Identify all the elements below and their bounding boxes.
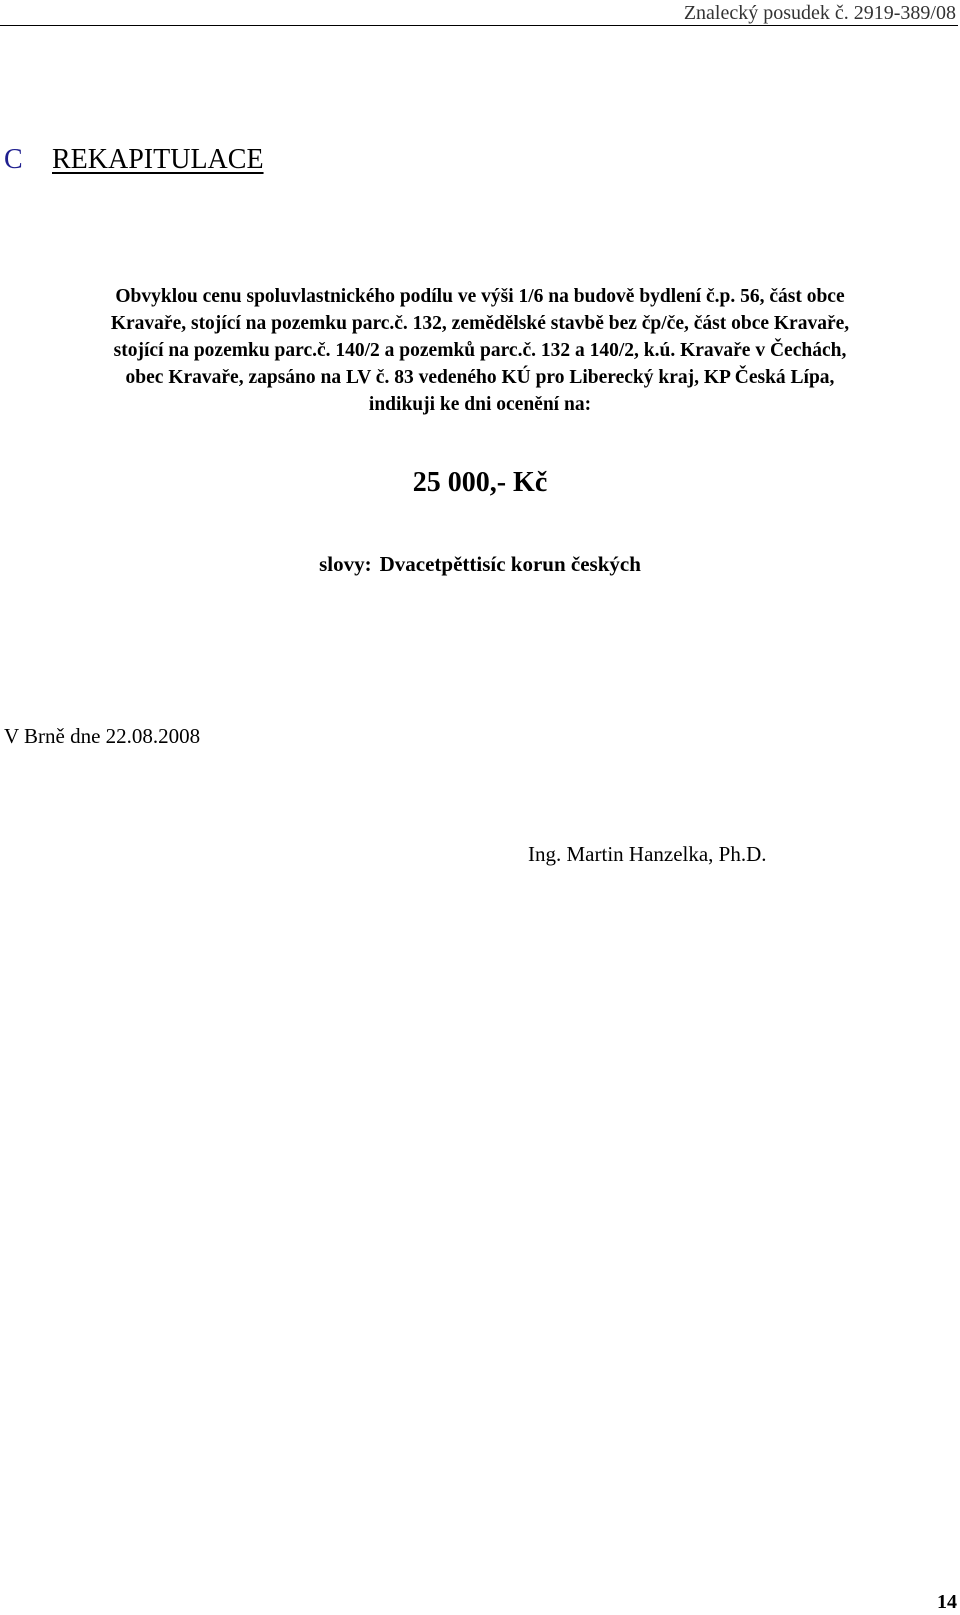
section-letter: C	[4, 144, 23, 175]
words-value: Dvacetpěttisíc korun českých	[379, 552, 641, 576]
summary-paragraph	[24, 283, 936, 418]
signature-name: Ing. Martin Hanzelka, Ph.D.	[528, 842, 767, 866]
section-heading	[4, 142, 264, 178]
summary-line: stojící na pozemku parc.č. 140/2 a pozemků parc.č. 132 a 140/2, k.ú. Kravaře v Čechách,	[113, 340, 847, 361]
section-title: REKAPITULACE	[52, 144, 264, 175]
summary-line: Kravaře, stojící na pozemku parc.č. 132, zemědělské stavbě bez čp/če, část obce Kravaře,	[110, 313, 850, 334]
header-divider	[0, 25, 958, 26]
document-header: Znalecký posudek č. 2919-389/08	[683, 2, 956, 24]
price-in-words	[0, 551, 960, 577]
summary-line: obec Kravaře, zapsáno na LV č. 83 vedeného KÚ pro Liberecký kraj, KP Česká Lípa,	[125, 367, 835, 388]
words-label: slovy:	[319, 552, 372, 576]
place-and-date: V Brně dne 22.08.2008	[4, 724, 201, 748]
price-amount: 25 000,- Kč	[412, 467, 548, 498]
summary-line: indikuji ke dni ocenění na:	[368, 394, 592, 415]
page-number: 14	[937, 1591, 957, 1613]
summary-line: Obvyklou cenu spoluvlastnického podílu ve výši 1/6 na budově bydlení č.p. 56, část obce	[115, 286, 845, 307]
